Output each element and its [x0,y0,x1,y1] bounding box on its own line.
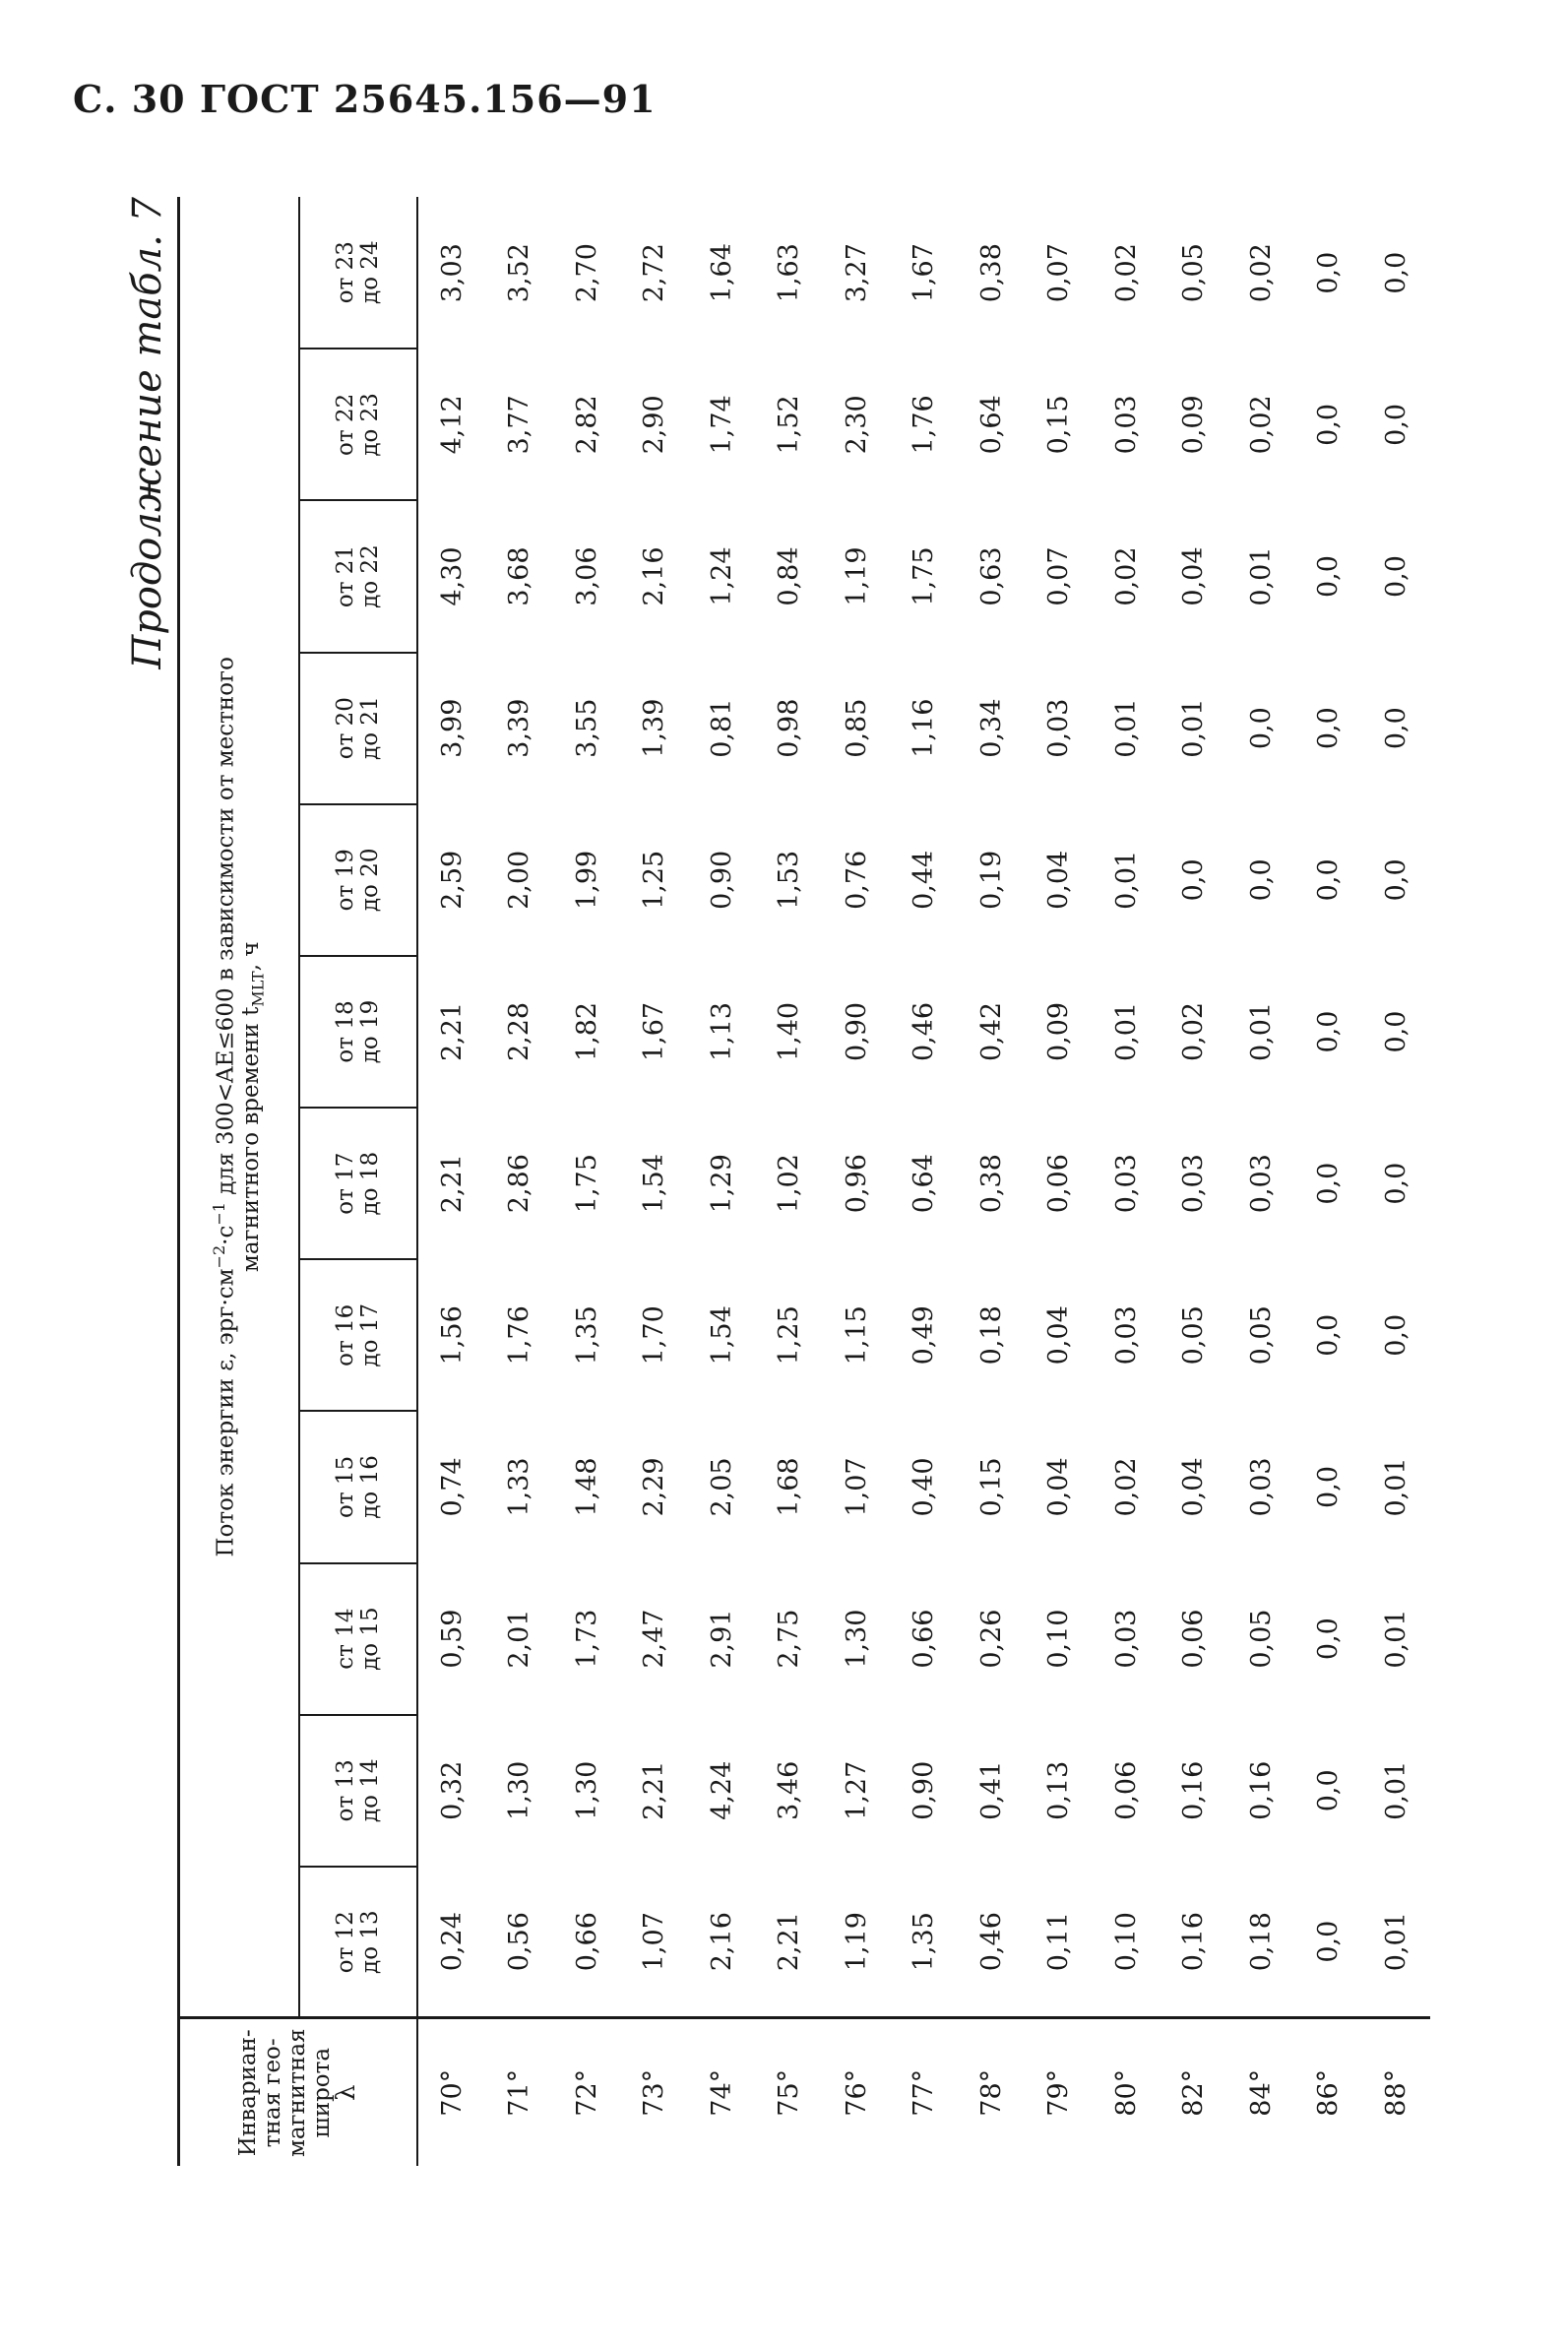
flux-value-cell: 1,02 [774,1154,805,1214]
flux-value-cell: 0,0 [1380,858,1411,902]
flux-value-cell: 0,24 [436,1912,468,1972]
flux-value-cell: 0,64 [975,395,1007,455]
latitude-cell: 79° [1026,2018,1094,2166]
flux-value-cell: 3,99 [436,698,468,758]
flux-value-cell: 1,25 [774,1305,805,1365]
flux-value-cell: 0,16 [1178,1912,1210,1972]
flux-value-cell: 1,73 [571,1609,602,1669]
flux-value-cell: 2,21 [774,1912,805,1972]
latitude-cell: 86° [1295,2018,1363,2166]
flux-value-cell: 1,82 [571,1001,602,1062]
flux-value-cell: 1,67 [909,243,940,303]
flux-value-cell: 0,26 [975,1609,1007,1669]
flux-value-cell: 1,54 [706,1305,737,1365]
table-row [417,197,486,2166]
latitude-cell: 73° [621,2018,689,2166]
table-row [891,197,959,2166]
latitude-cell: 72° [553,2018,621,2166]
flux-value-cell: 0,03 [1178,1154,1210,1214]
latitude-cell: 80° [1093,2018,1160,2166]
time-column-header: от 13 до 14 [299,1715,417,1867]
page-header: С. 30 ГОСТ 25645.156—91 [73,77,657,121]
flux-value-cell: 0,15 [1043,395,1075,455]
flux-value-cell: 0,0 [1178,858,1210,902]
flux-value-cell: 0,03 [1110,1609,1142,1669]
flux-value-cell: 1,74 [706,395,737,455]
flux-value-cell: 1,16 [909,698,940,758]
flux-value-cell: 0,46 [909,1001,940,1062]
flux-value-cell: 0,02 [1178,1001,1210,1062]
flux-value-cell: 0,18 [1245,1912,1277,1972]
latitude-cell: 77° [891,2018,959,2166]
flux-value-cell: 0,19 [975,850,1007,910]
flux-value-cell: 0,38 [975,243,1007,303]
flux-value-cell: 0,0 [1313,1313,1345,1357]
flux-value-cell: 0,0 [1313,1920,1345,1963]
flux-value-cell: 0,0 [1313,403,1345,446]
flux-value-cell: 0,81 [706,698,737,758]
time-column-header: от 12 до 13 [299,1867,417,2018]
flux-value-cell: 2,47 [639,1609,670,1669]
flux-value-cell: 1,70 [639,1305,670,1365]
table-row [1362,197,1430,2166]
flux-value-cell: 0,90 [841,1001,872,1062]
flux-value-cell: 4,24 [706,1760,737,1820]
flux-value-cell: 0,07 [1043,243,1075,303]
flux-value-cell: 0,0 [1245,707,1277,750]
flux-value-cell: 0,01 [1110,1001,1142,1062]
flux-value-cell: 0,11 [1043,1912,1075,1972]
flux-header: Поток энергии ε, $эрг\cdot см^{-2}\cdot с^{-1}$ для 300<AE≤600 в зависимости от местного магнитного времени $t_{MLT}$, ч [179,197,299,2018]
flux-value-cell: 0,03 [1245,1154,1277,1214]
flux-value-cell: 0,0 [1313,1465,1345,1508]
flux-value-cell: 1,39 [639,698,670,758]
flux-value-cell: 1,30 [841,1609,872,1669]
table-row [1160,197,1228,2166]
flux-value-cell: 0,01 [1110,850,1142,910]
time-column-header: от 20 до 21 [299,653,417,804]
table-row [1295,197,1363,2166]
flux-value-cell: 2,00 [504,850,535,910]
flux-value-cell: 0,05 [1245,1609,1277,1669]
flux-value-cell: 0,0 [1313,555,1345,598]
time-columns-header [299,197,417,2166]
table-body [417,197,1430,2166]
flux-value-cell: 2,21 [639,1760,670,1820]
flux-value-cell: 0,40 [909,1457,940,1517]
flux-value-cell: 0,01 [1380,1609,1411,1669]
flux-value-cell: 3,52 [504,243,535,303]
flux-value-cell: 1,27 [841,1760,872,1820]
latitude-cell: 76° [823,2018,891,2166]
flux-value-cell: 1,30 [504,1760,535,1820]
flux-value-cell: 0,41 [975,1760,1007,1820]
flux-value-cell: 3,55 [571,698,602,758]
flux-value-cell: 0,05 [1245,1305,1277,1365]
flux-value-cell: 2,21 [436,1154,468,1214]
flux-value-cell: 0,02 [1245,243,1277,303]
flux-value-cell: 3,06 [571,546,602,606]
flux-value-cell: 2,28 [504,1001,535,1062]
flux-value-cell: 3,27 [841,243,872,303]
flux-value-cell: 0,02 [1110,243,1142,303]
flux-value-cell: 2,05 [706,1457,737,1517]
flux-value-cell: 0,34 [975,698,1007,758]
flux-value-cell: 2,16 [639,546,670,606]
flux-value-cell: 0,0 [1313,1618,1345,1661]
flux-value-cell: 0,03 [1245,1457,1277,1517]
time-column-header: от 21 до 22 [299,500,417,652]
data-table [179,197,1430,2166]
flux-value-cell: 1,35 [571,1305,602,1365]
flux-value-cell: 0,07 [1043,546,1075,606]
flux-value-cell: 0,03 [1110,395,1142,455]
flux-value-cell: 0,05 [1178,1305,1210,1365]
time-column-header: от 23 до 24 [299,197,417,349]
flux-value-cell: 0,0 [1380,1010,1411,1053]
flux-value-cell: 2,21 [436,1001,468,1062]
flux-value-cell: 1,19 [841,546,872,606]
flux-value-cell: 0,0 [1313,707,1345,750]
flux-value-cell: 0,66 [571,1912,602,1972]
flux-value-cell: 0,64 [909,1154,940,1214]
flux-value-cell: 0,13 [1043,1760,1075,1820]
flux-value-cell: 0,59 [436,1609,468,1669]
flux-value-cell: 1,30 [571,1760,602,1820]
latitude-cell: 74° [688,2018,756,2166]
flux-value-cell: 0,10 [1043,1609,1075,1669]
flux-value-cell: 2,70 [571,243,602,303]
flux-value-cell: 2,86 [504,1154,535,1214]
flux-value-cell: 1,15 [841,1305,872,1365]
time-column-header: от 18 до 19 [299,956,417,1108]
table-caption: Продолжение табл. 7 [125,197,170,669]
flux-value-cell: 0,32 [436,1760,468,1820]
flux-value-cell: 0,01 [1380,1912,1411,1972]
flux-value-cell: 0,46 [975,1912,1007,1972]
flux-value-cell: 3,39 [504,698,535,758]
flux-value-cell: 1,75 [909,546,940,606]
flux-value-cell: 0,10 [1110,1912,1142,1972]
flux-value-cell: 1,76 [504,1305,535,1365]
latitude-cell: 78° [958,2018,1026,2166]
flux-value-cell: 1,40 [774,1001,805,1062]
flux-value-cell: 0,84 [774,546,805,606]
flux-value-cell: 0,0 [1313,1010,1345,1053]
flux-value-cell: 0,0 [1380,1313,1411,1357]
flux-value-cell: 1,56 [436,1305,468,1365]
flux-value-cell: 0,03 [1110,1154,1142,1214]
flux-value-cell: 1,67 [639,1001,670,1062]
flux-value-cell: 0,09 [1178,395,1210,455]
flux-value-cell: 4,12 [436,395,468,455]
latitude-cell: 84° [1227,2018,1295,2166]
flux-value-cell: 0,04 [1043,1305,1075,1365]
table-row [1093,197,1160,2166]
flux-value-cell: 3,68 [504,546,535,606]
flux-value-cell: 0,02 [1245,395,1277,455]
flux-value-cell: 0,06 [1110,1760,1142,1820]
rotated-table-block [118,197,1437,2166]
flux-value-cell: 2,29 [639,1457,670,1517]
flux-value-cell: 3,46 [774,1760,805,1820]
flux-value-cell: 0,63 [975,546,1007,606]
flux-value-cell: 1,24 [706,546,737,606]
flux-value-cell: 0,03 [1110,1305,1142,1365]
flux-value-cell: 0,02 [1110,1457,1142,1517]
flux-value-cell: 0,38 [975,1154,1007,1214]
flux-value-cell: 2,30 [841,395,872,455]
flux-value-cell: 1,99 [571,850,602,910]
flux-value-cell: 1,64 [706,243,737,303]
flux-value-cell: 1,52 [774,395,805,455]
flux-value-cell: 0,01 [1245,1001,1277,1062]
flux-value-cell: 0,06 [1178,1609,1210,1669]
flux-value-cell: 1,19 [841,1912,872,1972]
flux-value-cell: 2,82 [571,395,602,455]
flux-value-cell: 1,33 [504,1457,535,1517]
table-row [553,197,621,2166]
flux-value-cell: 0,0 [1380,1162,1411,1205]
flux-value-cell: 0,0 [1313,858,1345,902]
flux-value-cell: 0,09 [1043,1001,1075,1062]
flux-value-cell: 2,75 [774,1609,805,1669]
table-row [823,197,891,2166]
table-row [486,197,554,2166]
latitude-cell: 70° [417,2018,486,2166]
latitude-cell: 71° [486,2018,554,2166]
latitude-cell: 88° [1362,2018,1430,2166]
latitude-cell: 75° [756,2018,824,2166]
flux-value-cell: 1,35 [909,1912,940,1972]
flux-value-cell: 0,15 [975,1457,1007,1517]
flux-value-cell: 2,72 [639,243,670,303]
flux-value-cell: 0,0 [1313,1162,1345,1205]
flux-value-cell: 0,74 [436,1457,468,1517]
flux-value-cell: 1,68 [774,1457,805,1517]
flux-value-cell: 0,01 [1380,1457,1411,1517]
flux-value-cell: 0,56 [504,1912,535,1972]
flux-value-cell: 0,85 [841,698,872,758]
flux-value-cell: 0,02 [1110,546,1142,606]
flux-value-cell: 1,07 [639,1912,670,1972]
flux-value-cell: 1,48 [571,1457,602,1517]
flux-value-cell: 0,01 [1380,1760,1411,1820]
flux-value-cell: 3,03 [436,243,468,303]
flux-value-cell: 0,0 [1380,555,1411,598]
flux-value-cell: 0,05 [1178,243,1210,303]
flux-value-cell: 1,13 [706,1001,737,1062]
flux-value-cell: 1,25 [639,850,670,910]
flux-value-cell: 0,16 [1245,1760,1277,1820]
flux-value-cell: 0,06 [1043,1154,1075,1214]
flux-value-cell: 0,04 [1178,546,1210,606]
flux-value-cell: 0,18 [975,1305,1007,1365]
latitude-cell: 82° [1160,2018,1228,2166]
flux-value-cell: 2,59 [436,850,468,910]
flux-value-cell: 0,04 [1043,1457,1075,1517]
time-column-header: от 19 до 20 [299,804,417,956]
time-column-header: от 22 до 23 [299,349,417,500]
table-row [1227,197,1295,2166]
flux-value-cell: 2,16 [706,1912,737,1972]
table-row [756,197,824,2166]
flux-value-cell: 0,44 [909,850,940,910]
time-column-header: от 16 до 17 [299,1259,417,1411]
flux-value-cell: 0,0 [1380,251,1411,294]
flux-value-cell: 0,01 [1245,546,1277,606]
flux-value-cell: 0,76 [841,850,872,910]
table-row [621,197,689,2166]
flux-value-cell: 0,03 [1043,698,1075,758]
flux-value-cell: 0,66 [909,1609,940,1669]
flux-value-cell: 0,0 [1313,1769,1345,1812]
flux-value-cell: 1,54 [639,1154,670,1214]
time-column-header: от 17 до 18 [299,1108,417,1259]
flux-value-cell: 2,01 [504,1609,535,1669]
flux-value-cell: 3,77 [504,395,535,455]
table-row [688,197,756,2166]
table-row [1026,197,1094,2166]
flux-value-cell: 0,01 [1110,698,1142,758]
flux-value-cell: 0,49 [909,1305,940,1365]
flux-value-cell: 0,90 [706,850,737,910]
flux-value-cell: 0,01 [1178,698,1210,758]
flux-value-cell: 0,04 [1043,850,1075,910]
flux-value-cell: 0,98 [774,698,805,758]
flux-value-cell: 0,04 [1178,1457,1210,1517]
flux-value-cell: 0,0 [1313,251,1345,294]
flux-value-cell: 0,90 [909,1760,940,1820]
time-column-header: ст 14 до 15 [299,1563,417,1715]
flux-value-cell: 1,53 [774,850,805,910]
flux-value-cell: 0,42 [975,1001,1007,1062]
flux-value-cell: 0,0 [1380,707,1411,750]
flux-value-cell: 0,0 [1245,858,1277,902]
flux-value-cell: 1,29 [706,1154,737,1214]
flux-value-cell: 2,91 [706,1609,737,1669]
flux-value-cell: 0,0 [1380,403,1411,446]
flux-value-cell: 1,63 [774,243,805,303]
flux-value-cell: 4,30 [436,546,468,606]
flux-value-cell: 0,16 [1178,1760,1210,1820]
flux-value-cell: 2,90 [639,395,670,455]
flux-value-cell: 1,75 [571,1154,602,1214]
table-row [958,197,1026,2166]
time-column-header: от 15 до 16 [299,1411,417,1562]
flux-value-cell: 1,76 [909,395,940,455]
latitude-header: Инвариан- тная гео- магнитная широта λ [179,2018,417,2166]
flux-value-cell: 0,96 [841,1154,872,1214]
flux-value-cell: 1,07 [841,1457,872,1517]
